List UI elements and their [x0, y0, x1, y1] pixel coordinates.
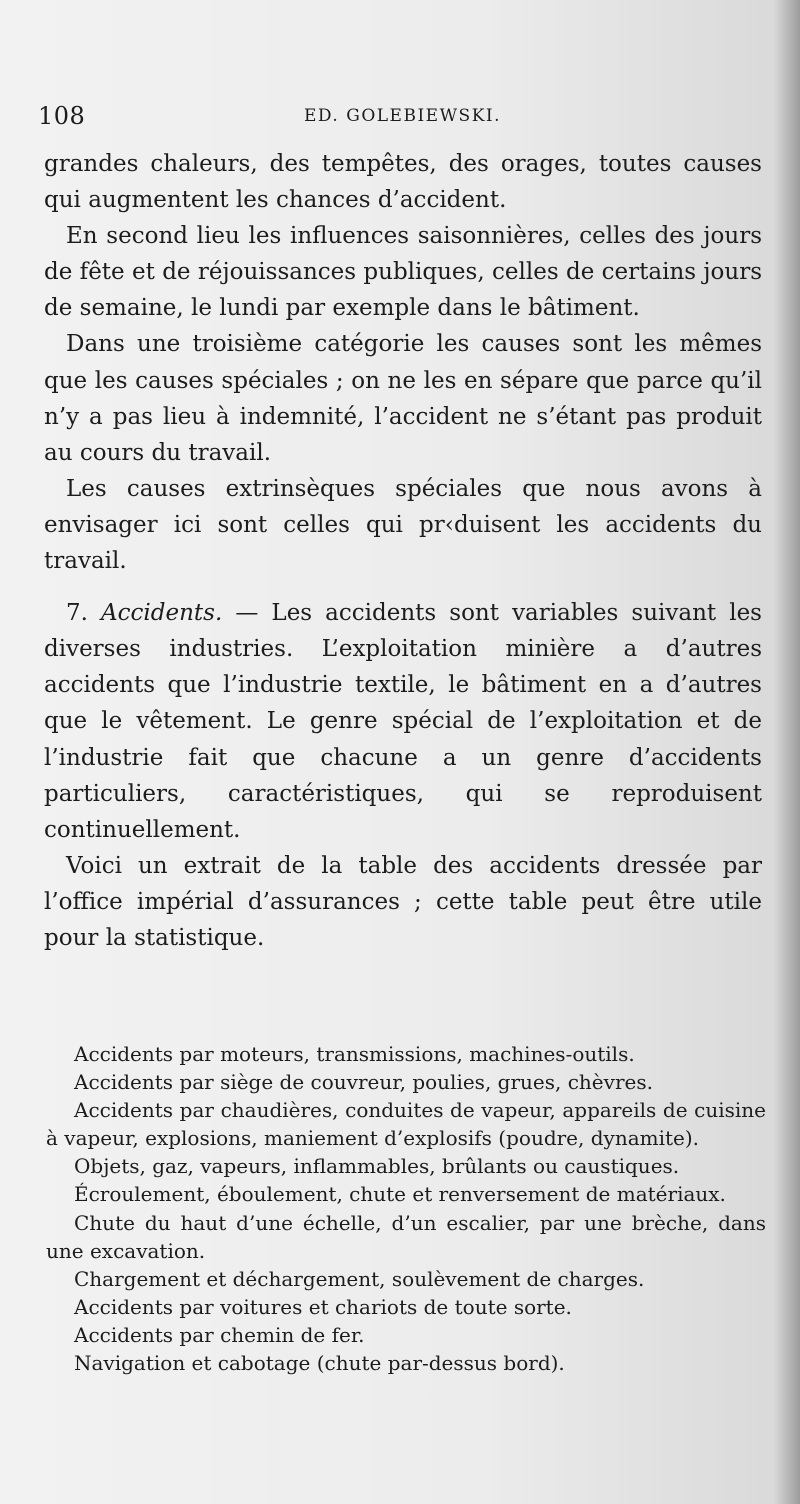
paragraph-third-category: Dans une troisième catégorie les causes sont les mêmes que les causes spéciales ; on ne les en sépare que parce qu’il n’y a pas lieu à indemnité, l’accident ne s’étant pas produit au cours du travail. [44, 331, 762, 466]
accident-table-extract [46, 1040, 766, 1377]
list-item: Accidents par moteurs, transmissions, machines-outils. [74, 1042, 635, 1066]
section-text: — Les accidents sont variables suivant les diverses industries. L’exploitation minière a d’autres accidents que l’industrie textile, le bâtiment en a d’autres que le vêtement. Le genre spécial de l’exploitation et de l’industrie fait que chacune a un genre d’accidents particuliers, caractéristiques, qui se reproduisent continuellement. [44, 600, 762, 843]
list-item: Chute du haut d’une échelle, d’un escalier, par une brèche, dans une excavation. [46, 1210, 766, 1263]
section-number: 7. [66, 600, 88, 627]
list-item: Chargement et déchargement, soulèvement de charges. [74, 1266, 645, 1291]
paragraph-seasonal: En second lieu les influences saisonnières, celles des jours de fête et de réjouissances publiques, celles de certains jours de semaine, le lundi par exemple dans le bâtiment. [44, 223, 762, 322]
list-item: Objets, gaz, vapeurs, inflammables, brûlants ou caustiques. [74, 1154, 680, 1179]
paragraph-extrinsic: Les causes extrinsèques spéciales que nous avons à envisager ici sont celles qui pr‹duisent les accidents du travail. [44, 475, 762, 575]
page-header [38, 100, 762, 140]
list-item: Navigation et cabotage (chute par-dessus bord). [74, 1351, 565, 1376]
paragraph-table-intro: Voici un extrait de la table des accidents dressée par l’office impérial d’assurances ; cette table peut être utile pour la statistique. [44, 852, 762, 951]
list-item: Accidents par siège de couvreur, poulies, grues, chèvres. [74, 1070, 653, 1095]
section-title: Accidents. [101, 600, 223, 627]
list-item: Accidents par voitures et chariots de toute sorte. [74, 1294, 572, 1319]
list-item: Écroulement, éboulement, chute et renversement de matériaux. [74, 1182, 726, 1207]
paragraph-accidents [44, 595, 762, 848]
binding-shadow [774, 0, 800, 1504]
list-item: Accidents par chaudières, conduites de vapeur, appareils de cuisine à vapeur, explosions, maniement d’explosifs (poudre, dynamite). [46, 1098, 766, 1151]
page-number: 108 [38, 102, 86, 130]
paragraph-continued: grandes chaleurs, des tempêtes, des orages, toutes causes qui augmentent les chances d’accident. [44, 151, 762, 214]
body-text [44, 146, 762, 956]
running-head: ED. GOLEBIEWSKI. [304, 106, 502, 126]
list-item: Accidents par chemin de fer. [74, 1322, 365, 1347]
